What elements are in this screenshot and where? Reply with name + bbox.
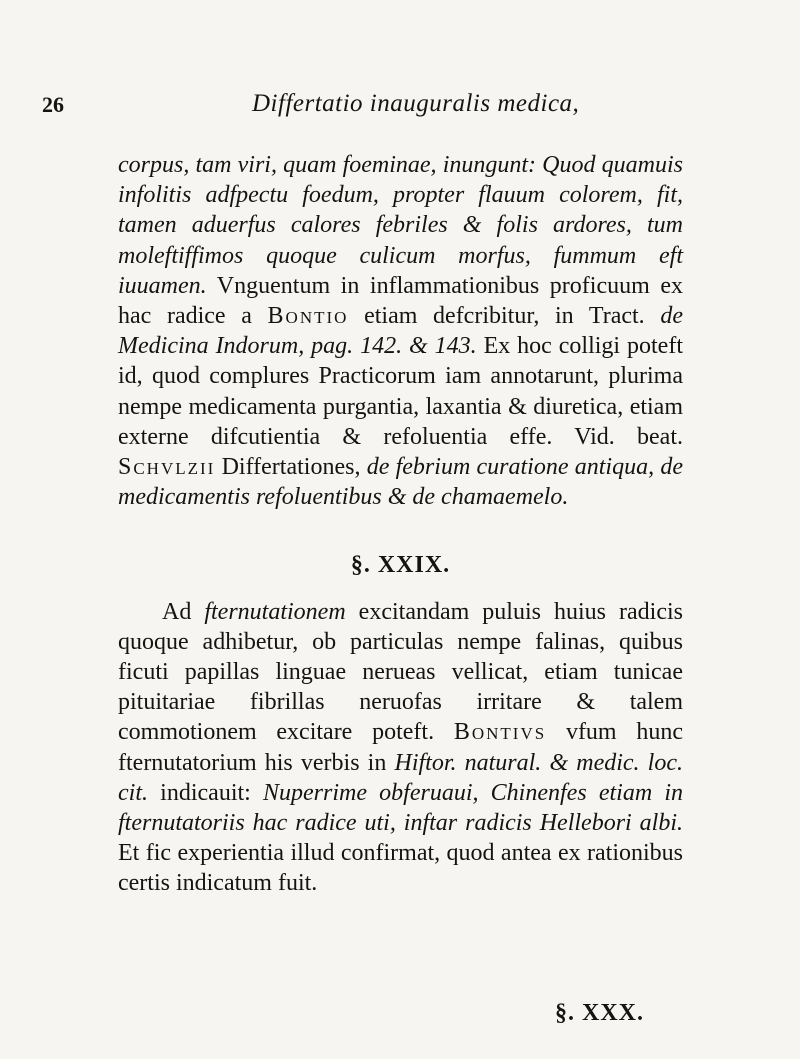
citation-dissertation-titles: de febrium curatione antiqua, de medicamentis refoluentibus & de chamaemelo. [118,454,684,511]
italic-text: corpus, tam viri, quam foeminae, inungunt: Quod quamuis infolitis adfpectu foedum, propter flauum colorem, fit, tamen aduerfus calores febriles & folis ardores, tum moleftiffimos quoque culicum morfus, fummum eft iuuamen. [118,152,683,299]
body-text [118,150,683,899]
paragraph-continuation [118,150,683,512]
text-run: excitandam puluis huius radicis quoque adhibetur, ob particulas nempe falinas, quibus ficuti papillas linguae nerueas vellicat, etiam tunicae pituitariae fibrillas neruofas irritare & talem commotionem excitare poteft. [118,598,683,746]
running-head [42,88,702,128]
text-run: Ad [162,598,205,625]
paragraph-sternutation [118,597,683,899]
text-run: indicauit: [148,779,263,806]
text-run: Et fic experientia illud confirmat, quod antea ex rationibus certis indicatum fuit. [118,840,683,897]
citation-bontius-tract: de Medicina Indorum, pag. 142. & 143. [118,303,683,360]
text-run: Vnguentum in inflammationibus proficuum ex hac radice a [118,272,683,330]
text-run: etiam defcribitur, in Tract. [348,303,661,330]
page-number: 26 [42,92,64,117]
text-run: Differtationes, [215,454,367,481]
italic-text: fternutationem [204,598,346,625]
text-run: Ex hoc colligi poteft id, quod complures Practicorum iam annotarunt, plurima nempe medicamenta purgantia, laxantia & diuretica, etiam externe difcutientia & refoluentia effe. Vid. beat. [118,333,683,450]
section-heading-xxix: §. XXIX. [350,552,451,579]
running-title: Differtatio inauguralis medica, [252,90,580,117]
citation-historia-naturalis: Hiftor. natural. & medic. loc. cit. [118,749,683,806]
author-name-bontio: Bontio [267,303,349,330]
author-name-schulz: Schvlzii [118,454,216,481]
quotation-bontius: Nuperrime obferuaui, Chinenfes etiam in fternutatoriis hac radice uti, inftar radicis Hellebori albi. [118,779,683,837]
next-section-marker: §. XXX. [555,1000,644,1026]
author-name-bontius: Bontivs [453,719,547,746]
text-run: vfum hunc fternutatorium his verbis in [118,719,684,776]
